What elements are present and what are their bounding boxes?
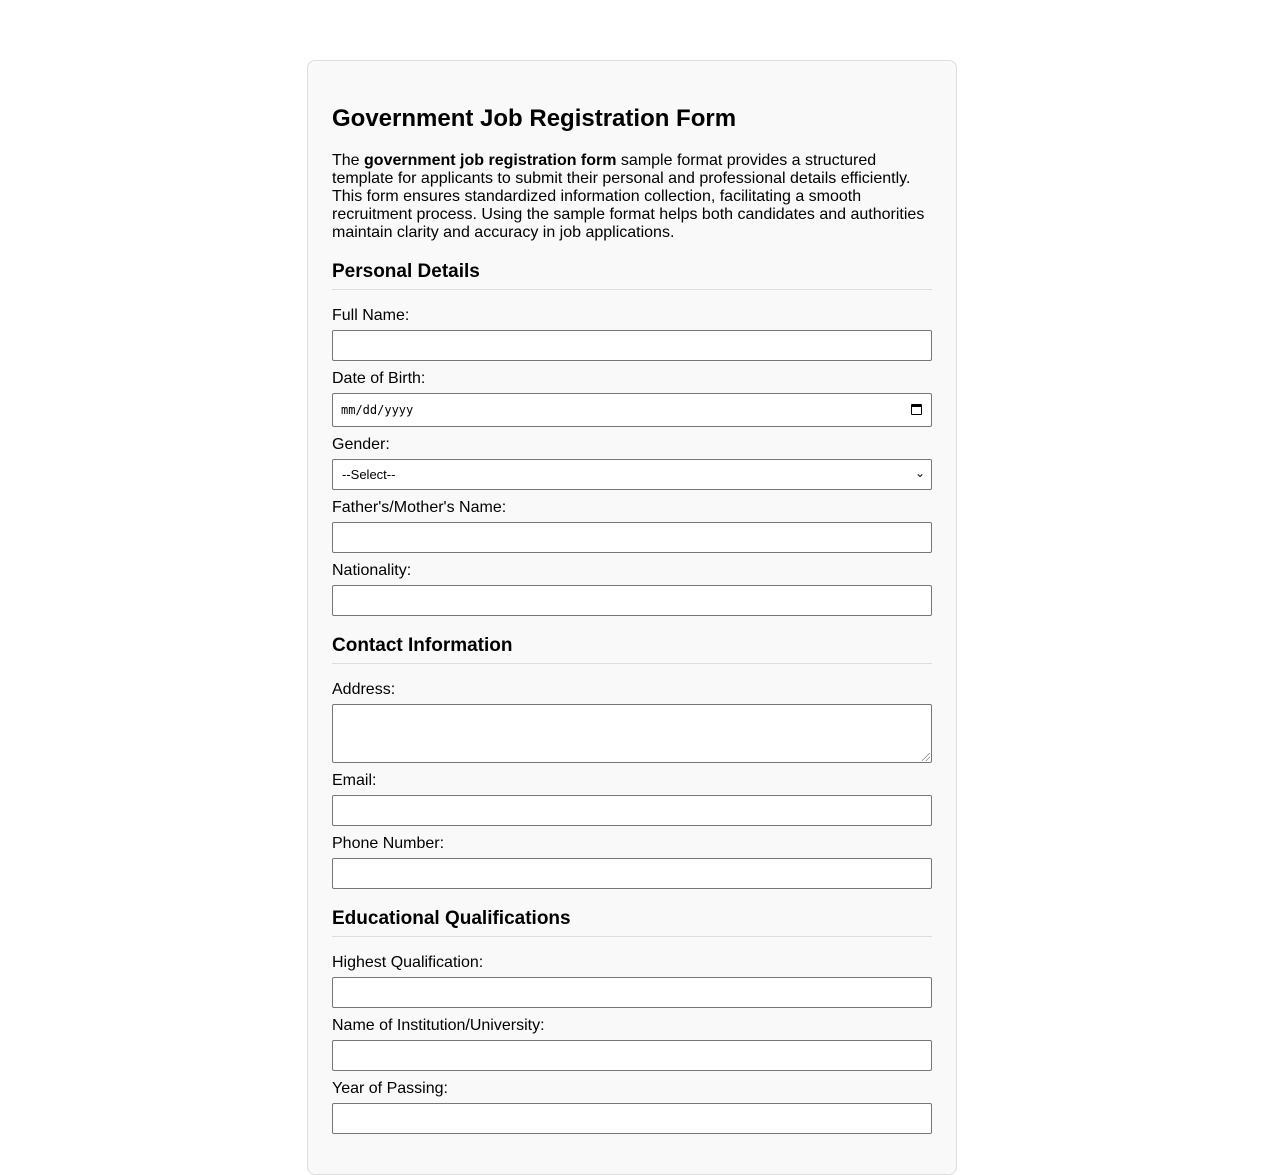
address-textarea[interactable] <box>332 704 932 763</box>
nationality-label: Nationality: <box>332 562 412 579</box>
dob-input[interactable]: mm/dd/yyyy <box>332 393 932 427</box>
section-personal-details: Personal Details <box>332 261 932 290</box>
full-name-label: Full Name: <box>332 307 410 324</box>
address-label: Address: <box>332 681 396 698</box>
year-of-passing-input[interactable] <box>332 1103 932 1134</box>
email-label: Email: <box>332 772 377 789</box>
parent-name-label: Father's/Mother's Name: <box>332 499 507 516</box>
dob-label: Date of Birth: <box>332 370 426 387</box>
gender-select[interactable]: --Select-- ⌄ <box>332 459 932 490</box>
gender-label: Gender: <box>332 436 390 453</box>
chevron-down-icon: ⌄ <box>914 466 925 480</box>
phone-label: Phone Number: <box>332 835 445 852</box>
phone-input[interactable] <box>332 858 932 889</box>
intro-text: The government job registration form sample format provides a structured template for applicants to submit their personal and professional details efficiently. This form ensures standardized information collection, facilitating a smooth recruitment process. Using the sample format helps both candidates and authorities maintain clarity and accuracy in job applications. <box>332 152 925 241</box>
highest-qualification-input[interactable] <box>332 977 932 1008</box>
resize-handle-icon[interactable] <box>922 753 930 761</box>
parent-name-input[interactable] <box>332 522 932 553</box>
registration-form <box>307 60 957 1175</box>
highest-qualification-label: Highest Qualification: <box>332 954 484 971</box>
section-contact-information: Contact Information <box>332 635 932 664</box>
page-title: Government Job Registration Form <box>332 105 737 132</box>
institution-input[interactable] <box>332 1040 932 1071</box>
institution-label: Name of Institution/University: <box>332 1017 545 1034</box>
calendar-icon[interactable] <box>911 404 922 415</box>
full-name-input[interactable] <box>332 330 932 361</box>
section-educational-qualifications: Educational Qualifications <box>332 908 932 937</box>
nationality-input[interactable] <box>332 585 932 616</box>
year-of-passing-label: Year of Passing: <box>332 1080 448 1097</box>
email-input[interactable] <box>332 795 932 826</box>
